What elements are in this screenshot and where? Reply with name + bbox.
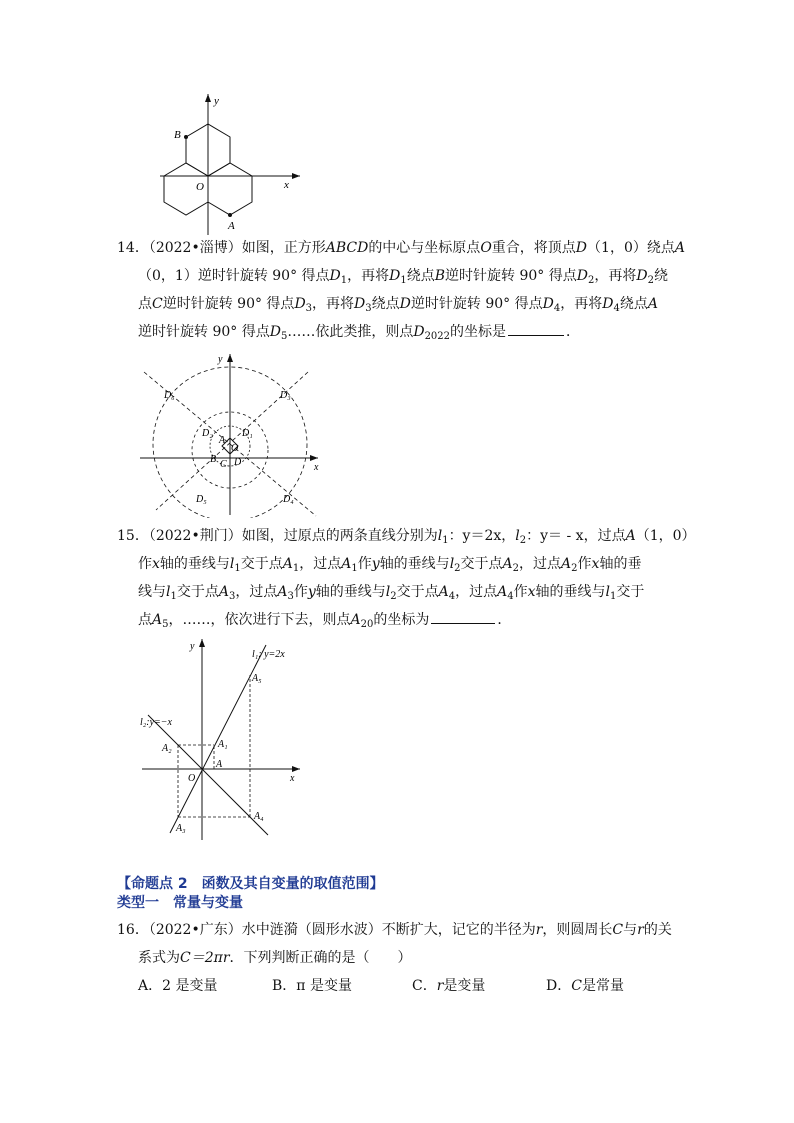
fig15-l2-label: l₂:y=−x bbox=[140, 717, 172, 728]
q15-line-3: 线与$l_1$交于点$A_3$，过点$A_3$作y轴的垂线与$l_2$交于点$A_4$，过点$A_4$作x轴的垂线与$l_1$交于 bbox=[138, 584, 645, 602]
figure-15 bbox=[138, 635, 308, 845]
fig13-origin-label: O bbox=[196, 181, 204, 193]
fig15-a4: A₄ bbox=[254, 811, 264, 822]
q15-line-4: 点$A_5$，……，依次进行下去，则点$A_{20}$的坐标为 ． bbox=[138, 612, 512, 630]
fig13-x-label: x bbox=[284, 179, 289, 191]
fig14-d3: D₃ bbox=[280, 390, 291, 401]
q14-line-1: 14．（2022•淄博）如图，正方形ABCD的中心与坐标原点O重合，将顶点D（1，0）绕点A bbox=[117, 240, 685, 256]
fig14-o: O bbox=[231, 443, 239, 454]
fig15-x-label: x bbox=[290, 773, 295, 784]
fig14-d: D bbox=[234, 457, 242, 468]
q16-line-1: 16．（2022•广东）水中涟漪（圆形水波）不断扩大，记它的半径为r，则圆周长C与r的关 bbox=[117, 922, 672, 938]
q15-line-2: 作x轴的垂线与$l_1$交于点$A_1$，过点$A_1$作y轴的垂线与$l_2$交于点$A_2$，过点$A_2$作x轴的垂 bbox=[138, 556, 642, 574]
section-type: 类型一 常量与变量 bbox=[117, 895, 243, 911]
fig14-b: B bbox=[210, 454, 217, 465]
fig15-y-label: y bbox=[190, 641, 195, 652]
q14-answer-blank[interactable] bbox=[508, 323, 564, 336]
q14-line-2: （0，1）逆时针旋转 90° 得点$D_1$，再将$D_1$绕点B逆时针旋转 90° 得点$D_2$，再将$D_2$绕 bbox=[138, 268, 668, 286]
section-heading: 【命题点 2 函数及其自变量的取值范围】 bbox=[117, 876, 384, 892]
fig15-a5: A₅ bbox=[252, 673, 262, 684]
fig15-a1: A₁ bbox=[218, 739, 228, 750]
fig14-d6: D₆ bbox=[164, 390, 175, 401]
q14-line-4: 逆时针旋转 90° 得点$D_5\dots\dots$依此类推，则点$D_{2022}$的坐标是 ． bbox=[138, 324, 581, 342]
q16-option-c[interactable]: C．r是变量 bbox=[412, 978, 486, 994]
q15-answer-blank[interactable] bbox=[431, 611, 495, 624]
fig14-d4: D₄ bbox=[283, 494, 294, 505]
fig15-o: O bbox=[188, 773, 196, 784]
q16-option-b[interactable]: B．π 是变量 bbox=[272, 978, 352, 994]
fig14-d1: D₁ bbox=[242, 428, 253, 439]
fig13-point-a: A bbox=[228, 220, 235, 232]
q16-option-d[interactable]: D．C是常量 bbox=[546, 978, 624, 994]
fig14-d5: D₅ bbox=[196, 494, 207, 505]
q16-option-a[interactable]: A．2 是变量 bbox=[138, 978, 218, 994]
figure-14 bbox=[138, 350, 328, 518]
fig14-x-label: x bbox=[314, 462, 319, 473]
figure-13 bbox=[150, 90, 310, 240]
fig15-a: A bbox=[216, 759, 223, 770]
fig13-y-label: y bbox=[214, 95, 219, 107]
q14-line-3: 点C逆时针旋转 90° 得点$D_3$，再将$D_3$绕点D逆时针旋转 90° 得点$D_4$，再将$D_4$绕点A bbox=[138, 296, 658, 314]
fig14-d2: D₂ bbox=[202, 428, 213, 439]
fig14-y-label: y bbox=[218, 354, 223, 365]
fig15-a2: A₂ bbox=[162, 743, 172, 754]
fig14-c: C bbox=[220, 459, 227, 470]
fig14-a: A bbox=[219, 435, 226, 446]
q16-line-2: 系式为C＝2πr．下列判断正确的是（ ） bbox=[138, 950, 412, 966]
fig15-a3: A₃ bbox=[176, 823, 186, 834]
fig15-l1-label: l₁: y=2x bbox=[252, 649, 285, 660]
q15-line-1: 15．（2022•荆门）如图，过原点的两条直线分别为$l_1$：y＝2x，$l_2$：y＝ - x，过点A（1，0） bbox=[117, 528, 696, 546]
fig13-point-b: B bbox=[174, 129, 181, 141]
